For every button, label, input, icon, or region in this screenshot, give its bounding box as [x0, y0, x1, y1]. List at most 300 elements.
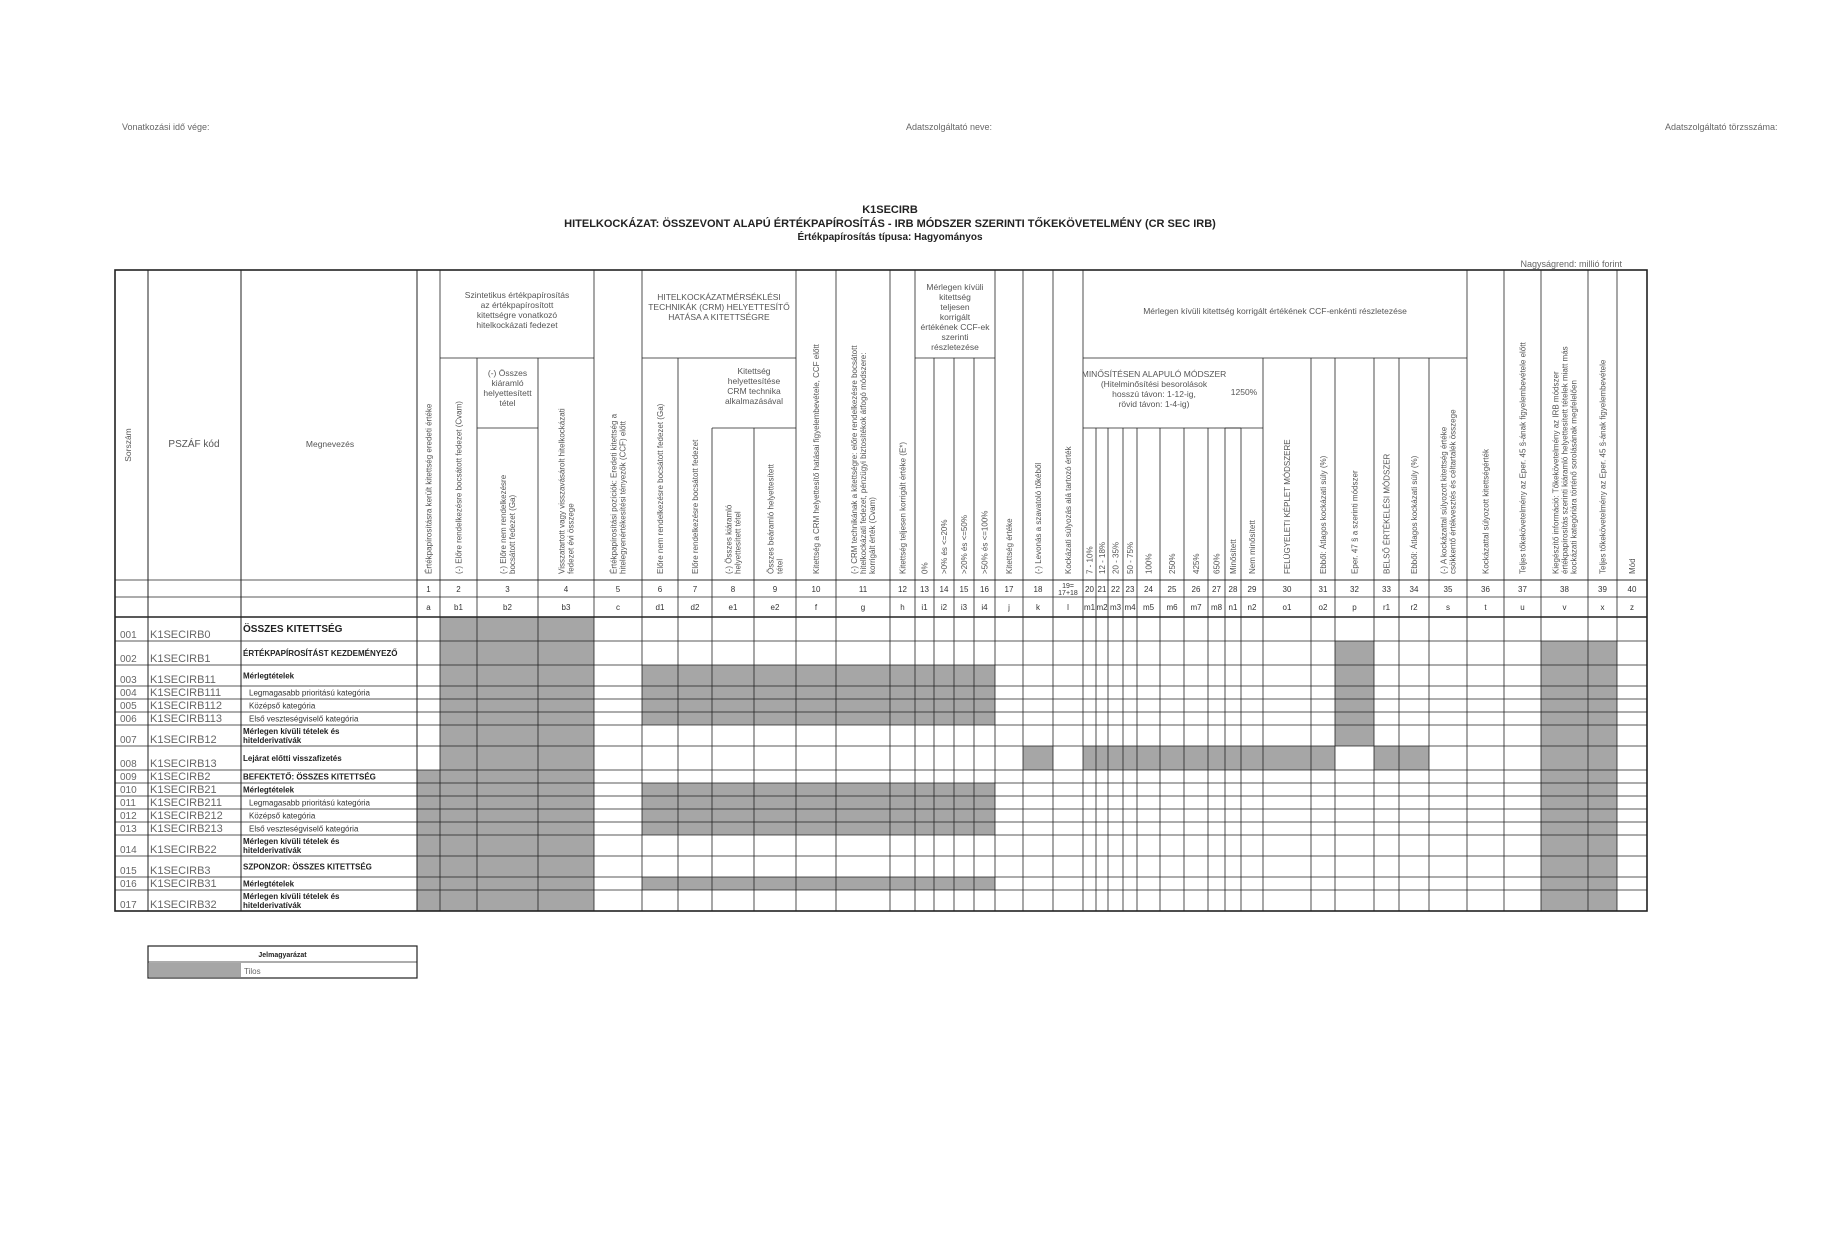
column-header: [1034, 463, 1043, 574]
column-number: 30: [1282, 585, 1292, 594]
column-header-line: 0%: [920, 562, 930, 574]
ccf-group-header-line: szerinti: [941, 332, 969, 342]
row-number: 006: [120, 714, 137, 725]
column-header-line: (-) Előre nem rendelkezésre: [499, 474, 508, 574]
forbidden-cell: [417, 796, 594, 809]
column-letter: m6: [1166, 603, 1178, 612]
column-number: 12: [898, 585, 907, 594]
row-name-line: Mérlegen kívüli tételek és: [243, 892, 340, 901]
column-number: 17+18: [1058, 590, 1078, 597]
column-header: [656, 403, 665, 574]
row-number: 016: [120, 879, 137, 890]
column-header-line: Kockázati súlyozás alá tartozó érték: [1064, 446, 1073, 574]
column-letter: f: [814, 603, 818, 612]
forbidden-cell: [1541, 783, 1617, 796]
column-header-line: Értékpapírosítási pozíciók: Eredeti kitettség a: [609, 413, 619, 574]
forbidden-cell: [417, 835, 594, 856]
forbidden-cell: [915, 665, 995, 686]
forbidden-cell: [1541, 856, 1617, 877]
column-letter: r2: [1410, 603, 1418, 612]
rating-method-header: [1082, 369, 1227, 409]
ccf-breakdown-header: [1143, 306, 1407, 316]
column-header-line: hitelegyenértékesítési tényezők (CCF) előtt: [618, 421, 628, 574]
row-name: Legmagasabb prioritású kategória: [249, 688, 370, 698]
column-header-line: Értékpapírosításra került kitettség eredeti értéke: [424, 403, 434, 574]
total-refinanced-header-line: helyettesített: [483, 388, 532, 398]
column-letter: u: [1520, 603, 1525, 612]
forbidden-cell: [915, 699, 995, 712]
forbidden-cell: [915, 796, 995, 809]
row-number: 007: [120, 735, 137, 746]
row-code: K1SECIRB32: [150, 899, 217, 911]
row-number: 002: [120, 654, 137, 665]
column-letter: z: [1630, 603, 1634, 612]
row-number: 009: [120, 772, 137, 783]
row-code: K1SECIRB3: [150, 865, 211, 877]
row-name: [243, 837, 340, 855]
column-number: 8: [730, 585, 736, 594]
column-header: [1552, 346, 1579, 574]
row-number: 005: [120, 701, 137, 712]
pct-1250-header: [1231, 387, 1258, 397]
column-header-line: 650%: [1212, 553, 1222, 574]
provider-name-label: Adatszolgáltató neve:: [906, 122, 993, 132]
pszaf-code-header: PSZÁF kód: [168, 439, 220, 450]
row-name: Mérlegtételek: [243, 671, 295, 681]
row-code: K1SECIRB0: [150, 629, 211, 641]
forbidden-cell: [915, 712, 995, 725]
column-letter: m7: [1190, 603, 1202, 612]
column-header: [1229, 539, 1238, 574]
column-letter: i4: [981, 603, 988, 612]
column-header: [499, 474, 517, 574]
row-name: Mérlegtételek: [243, 785, 295, 795]
column-header: [1086, 546, 1095, 574]
column-header: [812, 343, 821, 574]
forbidden-cell: [1541, 822, 1617, 835]
column-number: 5: [615, 585, 621, 594]
column-header-line: 7 - 10%: [1085, 546, 1095, 574]
column-header: [1192, 554, 1201, 574]
provider-id-label: Adatszolgáltató törzsszáma:: [1665, 122, 1778, 132]
row-code: K1SECIRB13: [150, 758, 217, 770]
column-header-line: 100%: [1144, 553, 1154, 574]
column-number: 2: [456, 585, 461, 594]
column-number: 13: [920, 585, 929, 594]
column-header: [940, 520, 949, 574]
column-header: [850, 345, 877, 574]
row-code: K1SECIRB21: [150, 784, 217, 796]
forbidden-cell: [915, 809, 995, 822]
crm-group-header-line: HATÁSA A KITETTSÉGRE: [668, 312, 770, 322]
column-header: [691, 439, 700, 574]
forbidden-cell: [915, 822, 995, 835]
row-name: [243, 892, 340, 910]
column-header: [1383, 453, 1392, 574]
column-header: [455, 401, 464, 574]
column-header: [1482, 448, 1491, 574]
column-number: 10: [811, 585, 821, 594]
column-letter: v: [1562, 603, 1567, 612]
forbidden-cell: [417, 783, 594, 796]
forbidden-cell: [1335, 686, 1374, 699]
total-refinanced-header: [483, 368, 532, 408]
column-header-line: Kitettség a CRM helyettesítő hatásai figyelembevétele, CCF előtt: [812, 344, 821, 574]
period-label: Vonatkozási idő vége:: [122, 122, 210, 132]
synthetic-group-header-line: az értékpapírosított: [480, 300, 554, 310]
row-number: 017: [120, 900, 137, 911]
column-letter: e1: [728, 603, 738, 612]
forbidden-cell: [417, 809, 594, 822]
forbidden-cell: [1541, 746, 1617, 770]
column-header-line: Kiegészítő információ: Tőkekövetelmény az IRB módszer: [1551, 371, 1561, 574]
forbidden-cell: [1541, 686, 1617, 699]
forbidden-cell: [1335, 641, 1374, 665]
column-header: [1005, 518, 1014, 574]
column-header-line: FELÜGYELETI KÉPLET MÓDSZERE: [1283, 439, 1292, 574]
column-letter: j: [1008, 603, 1010, 612]
column-header-line: 20 - 35%: [1111, 541, 1121, 574]
column-number: 9: [772, 585, 778, 594]
forbidden-cell: [1374, 746, 1429, 770]
column-letter: b1: [454, 603, 463, 612]
forbidden-cell: [642, 809, 915, 822]
row-number: 010: [120, 785, 137, 796]
column-header-line: BELSŐ ÉRTÉKELÉSI MÓDSZER: [1382, 453, 1392, 574]
column-letter: n1: [1228, 603, 1238, 612]
row-name: Legmagasabb prioritású kategória: [249, 798, 370, 808]
row-name: Első veszteségviselő kategória: [249, 824, 359, 834]
column-header-line: Eper. 47 § a szerinti módszer: [1350, 470, 1360, 574]
column-header-line: Kockázattal súlyozott kitettségérték: [1481, 449, 1491, 574]
pct-1250-header-line: 1250%: [1230, 387, 1258, 397]
column-header: [1213, 554, 1222, 574]
forbidden-cell: [440, 712, 594, 725]
crm-substitution-header-line: helyettesítése: [727, 376, 781, 386]
column-number: 39: [1598, 585, 1607, 594]
column-letter: p: [1352, 603, 1357, 612]
ccf-group-header: [921, 282, 991, 352]
column-header-line: Kitettség teljesen korrigált értéke (E*): [898, 441, 908, 574]
column-header-line: Teljes tőkekövetelmény az Eper. 45 §-ának figyelembevétele: [1598, 359, 1608, 574]
forbidden-cell: [1541, 796, 1617, 809]
column-header: [1064, 445, 1073, 574]
forbidden-cell: [440, 746, 594, 770]
row-number: 014: [120, 845, 137, 856]
column-number: 23: [1125, 585, 1135, 594]
column-header-line: Ebből: Átlagos kockázati súly (%): [1319, 455, 1328, 574]
column-letter: c: [616, 603, 620, 612]
row-code: K1SECIRB11: [150, 674, 216, 686]
forbidden-cell: [440, 617, 594, 641]
column-letter: i3: [960, 603, 968, 612]
ccf-group-header-line: kitettség: [939, 292, 971, 302]
crm-substitution-header-line: Kitettség: [737, 366, 771, 376]
column-number: 24: [1144, 585, 1153, 594]
column-header-line: tétel: [775, 558, 785, 574]
synthetic-group-header-line: kitettségre vonatkozó: [476, 310, 558, 320]
column-letter: h: [900, 603, 905, 612]
forbidden-cell: [1541, 665, 1617, 686]
column-number: 6: [657, 585, 663, 594]
forbidden-cell: [1541, 699, 1617, 712]
column-header-line: Teljes tőkekövetelmény az Eper. 45 §-ának figyelembevétele előtt: [1518, 342, 1528, 574]
forbidden-cell: [642, 699, 915, 712]
legend-title: Jelmagyarázat: [258, 952, 307, 959]
column-header: [558, 408, 576, 574]
forbidden-cell: [1541, 770, 1617, 783]
crm-substitution-header-line: alkalmazásával: [724, 396, 784, 406]
column-letter: d2: [690, 603, 700, 612]
row-name: SZPONZOR: ÖSSZES KITETTSÉG: [243, 862, 372, 872]
column-letter: k: [1036, 603, 1040, 612]
column-header-line: >0% és <=20%: [940, 519, 949, 574]
row-name: [243, 727, 340, 745]
forbidden-cell: [440, 665, 594, 686]
row-code: K1SECIRB212: [150, 810, 223, 822]
column-letter: m4: [1124, 603, 1136, 612]
column-letter: i1: [921, 603, 928, 612]
crm-group-header: [648, 292, 790, 322]
column-letter: o1: [1282, 603, 1292, 612]
column-header: [1248, 519, 1257, 574]
column-header-line: (-) A kockázattal súlyozott kitettség értéke: [1439, 426, 1449, 574]
row-name: Középső kategória: [249, 701, 316, 711]
column-header-line: 250%: [1168, 553, 1177, 574]
forbidden-cell: [915, 877, 995, 890]
column-header-line: >50% és <=100%: [980, 510, 990, 574]
row-no-header: Sorszám: [123, 428, 133, 462]
forbidden-cell: [642, 783, 915, 796]
column-number: 36: [1481, 585, 1490, 594]
column-letter: t: [1484, 603, 1487, 612]
column-letter: m2: [1096, 603, 1108, 612]
synthetic-group-header-line: hitelkockázati fedezet: [476, 320, 558, 330]
column-header: [767, 463, 785, 574]
column-letter: n2: [1247, 603, 1257, 612]
column-number: 16: [980, 585, 989, 594]
forbidden-cell: [1335, 699, 1374, 712]
legend-swatch: [149, 963, 241, 977]
column-header-line: értékpapírosítás szerinti kiáramló helyettesített tételek miatt más: [1560, 346, 1570, 574]
column-number: 7: [692, 585, 698, 594]
forbidden-cell: [1335, 725, 1374, 746]
column-number: 1: [426, 585, 431, 594]
column-header-line: Kitettség értéke: [1005, 518, 1014, 574]
rating-method-header-line: MINŐSÍTÉSEN ALAPULÓ MÓDSZER: [1081, 369, 1227, 379]
column-header: [1351, 470, 1360, 574]
row-name: Első veszteségviselő kategória: [249, 714, 359, 724]
column-number: 38: [1560, 585, 1569, 594]
column-header-line: Összes beáramló helyettesített: [766, 464, 776, 574]
column-header: [425, 403, 434, 574]
column-number: 33: [1382, 585, 1391, 594]
column-header-line: (-) Előre rendelkezésre bocsátott fedezet (Cvam): [454, 401, 464, 574]
column-letter: i2: [940, 603, 948, 612]
ccf-group-header-line: teljesen: [940, 302, 970, 312]
column-header: [921, 562, 930, 574]
column-header: [1319, 455, 1328, 574]
row-code: K1SECIRB213: [150, 823, 223, 835]
report-code: K1SECIRB: [862, 204, 918, 216]
column-number: 19=: [1062, 583, 1074, 590]
column-letter: r1: [1382, 603, 1391, 612]
total-refinanced-header-line: tétel: [499, 398, 516, 408]
row-name: ÉRTÉKPAPÍROSÍTÁST KEZDEMÉNYEZŐ: [243, 649, 398, 658]
row-number: 011: [120, 798, 136, 809]
crm-substitution-header: [725, 366, 783, 406]
column-header-line: (-) Levonás a szavatoló tőkéből: [1034, 462, 1043, 574]
row-number: 013: [120, 824, 137, 835]
forbidden-cell: [642, 665, 915, 686]
row-name-line: hitelderivatívák: [243, 736, 302, 745]
row-name-line: hitelderivatívák: [243, 901, 302, 910]
column-number: 29: [1247, 585, 1257, 594]
column-number: 11: [858, 585, 868, 594]
forbidden-cell: [642, 686, 915, 699]
crm-substitution-header-line: CRM technika: [727, 386, 781, 396]
column-header-line: kockázati kategóriára történő sorolásának megfelelően: [1569, 380, 1579, 574]
row-number: 004: [120, 688, 137, 699]
legend-item: Tilos: [244, 967, 261, 976]
forbidden-cell: [1541, 835, 1617, 856]
row-name: ÖSSZES KITETTSÉG: [243, 624, 343, 635]
column-letter: o2: [1318, 603, 1328, 612]
column-header: [1098, 542, 1107, 574]
forbidden-cell: [1541, 712, 1617, 725]
forbidden-cell: [915, 686, 995, 699]
ccf-breakdown-header-line: Mérlegen kívüli kitettség korrigált értékének CCF-enkénti részletezése: [1143, 306, 1407, 316]
rating-method-header-line: hosszú távon: 1-12-ig,: [1112, 389, 1196, 399]
row-code: K1SECIRB111: [150, 687, 222, 699]
column-number: 37: [1518, 585, 1527, 594]
column-number: 21: [1097, 585, 1107, 594]
column-letter: d1: [655, 603, 665, 612]
total-refinanced-header-line: kiáramló: [491, 378, 524, 388]
column-letter: b2: [503, 603, 512, 612]
forbidden-cell: [440, 699, 594, 712]
total-refinanced-header-line: (-) Összes: [487, 368, 528, 378]
column-letter: m3: [1109, 603, 1122, 612]
report-title: HITELKOCKÁZAT: ÖSSZEVONT ALAPÚ ÉRTÉKPAPÍROSÍTÁS - IRB MÓDSZER SZERINTI TŐKEKÖVETELMÉNY (CR SEC IRB): [564, 218, 1216, 230]
column-number: 32: [1350, 585, 1359, 594]
column-header: [981, 511, 990, 574]
column-header: [1283, 439, 1292, 574]
forbidden-cell: [1541, 890, 1617, 911]
ccf-group-header-line: értékének CCF-ek: [920, 322, 990, 332]
forbidden-cell: [417, 877, 594, 890]
column-letter: b3: [561, 603, 571, 612]
column-header: [610, 413, 628, 574]
crm-group-header-line: HITELKOCKÁZATMÉRSÉKLÉSI: [657, 292, 781, 302]
row-number: 015: [120, 866, 137, 877]
row-name-line: Mérlegen kívüli tételek és: [243, 727, 340, 736]
synthetic-group-header: [465, 290, 569, 330]
column-header-line: 12 - 18%: [1098, 541, 1107, 574]
column-header-line: Visszatartott vagy visszavásárolt hitelkockázati: [557, 408, 567, 574]
row-number: 001: [120, 630, 137, 641]
column-header-line: >20% és <=50%: [960, 515, 969, 574]
column-header: [1168, 554, 1177, 574]
column-header-line: bocsátott fedezet (Ga): [508, 494, 517, 574]
row-number: 012: [120, 811, 137, 822]
column-letter: s: [1446, 603, 1450, 612]
column-header-line: fedezet évi összege: [566, 503, 576, 574]
forbidden-cell: [1541, 641, 1617, 665]
column-letter: e2: [770, 603, 780, 612]
column-letter: m5: [1142, 603, 1155, 612]
column-number: 25: [1167, 585, 1177, 594]
column-letter: g: [860, 603, 866, 612]
forbidden-cell: [1541, 725, 1617, 746]
column-number: 4: [563, 585, 569, 594]
forbidden-cell: [915, 783, 995, 796]
ccf-group-header-line: részletezése: [931, 342, 979, 352]
forbidden-cell: [1541, 809, 1617, 822]
column-header-line: hitelkockázati fedezet, pénzügyi biztosítékok átfogó módszere:: [859, 352, 868, 574]
column-number: 34: [1409, 585, 1419, 594]
column-number: 28: [1228, 585, 1238, 594]
column-number: 26: [1191, 585, 1201, 594]
name-header: Megnevezés: [305, 439, 355, 449]
column-header: [1112, 542, 1121, 574]
column-number: 22: [1111, 585, 1120, 594]
column-header-line: Ebből: Átlagos kockázati súly (%): [1410, 455, 1419, 574]
row-code: K1SECIRB113: [150, 713, 222, 725]
row-number: 008: [120, 759, 137, 770]
forbidden-cell: [440, 725, 594, 746]
column-header-line: 50 - 75%: [1126, 541, 1135, 574]
forbidden-cell: [642, 822, 915, 835]
column-header-line: Előre rendelkezésre bocsátott fedezet: [691, 439, 700, 574]
row-code: K1SECIRB1: [150, 653, 211, 665]
forbidden-cell: [642, 877, 915, 890]
column-header-line: csökkentő értékvesztés és céltartalék összege: [1448, 409, 1458, 574]
forbidden-cell: [417, 770, 594, 783]
column-header: [1145, 554, 1154, 574]
column-header-line: helyettesített tétel: [733, 511, 743, 574]
column-letter: x: [1600, 603, 1605, 612]
row-number: 003: [120, 675, 137, 686]
forbidden-cell: [1023, 746, 1053, 770]
rating-method-header-line: (Hitelminősítési besorolások: [1100, 379, 1208, 389]
column-number: 15: [959, 585, 969, 594]
row-name-line: hitelderivatívák: [243, 846, 302, 855]
crm-group-header-line: TECHNIKÁK (CRM) HELYETTESÍTŐ: [648, 302, 790, 312]
synthetic-group-header-line: Szintetikus értékpapírosítás: [464, 290, 570, 300]
row-name: BEFEKTETŐ: ÖSSZES KITETTSÉG: [243, 772, 376, 782]
row-code: K1SECIRB22: [150, 844, 217, 856]
column-header: [1599, 359, 1608, 574]
forbidden-cell: [1335, 665, 1374, 686]
column-header: [1410, 455, 1419, 574]
column-header: [1440, 409, 1458, 574]
forbidden-cell: [642, 796, 915, 809]
column-header: [1519, 342, 1528, 574]
forbidden-cell: [440, 641, 594, 665]
row-name: Lejárat előtti visszafizetés: [243, 754, 342, 763]
ccf-group-header-line: Mérlegen kívüli: [926, 282, 984, 292]
row-code: K1SECIRB211: [150, 797, 222, 809]
forbidden-cell: [1335, 712, 1374, 725]
column-letter: m1: [1083, 603, 1096, 612]
column-header-line: (-) CRM technikának a kitettségre: előre rendelkezésre bocsátott: [850, 345, 859, 574]
column-header-line: (-) Összes kiáramló: [724, 504, 734, 574]
forbidden-cell: [417, 822, 594, 835]
row-code: K1SECIRB12: [150, 734, 217, 746]
column-header-line: 425%: [1192, 553, 1201, 574]
row-name: Középső kategória: [249, 811, 316, 821]
